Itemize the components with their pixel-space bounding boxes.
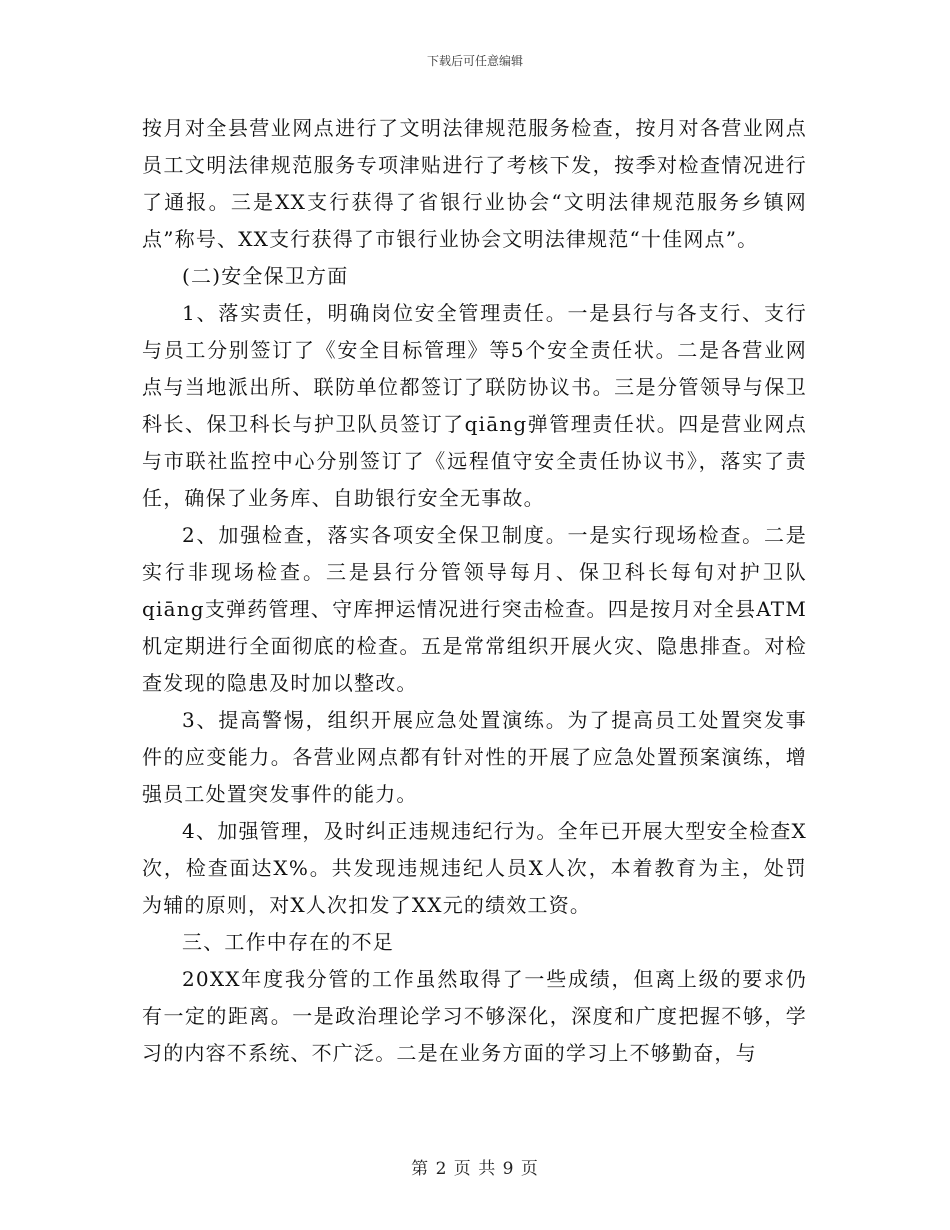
paragraph: 3、提高警惕，组织开展应急处置演练。为了提高员工处置突发事件的应变能力。各营业网点都有针对性的开展了应急处置预案演练，增强员工处置突发事件的能力。 (142, 708, 807, 806)
paragraph: 1、落实责任，明确岗位安全管理责任。一是县行与各支行、支行与员工分别签订了《安全目标管理》等5个安全责任状。二是各营业网点与当地派出所、联防单位都签订了联防协议书。三是分管领导与保卫科长、保卫科长与护卫队员签订了qiāng弹管理责任状。四是营业网点与市联社监控中心分别签订了《远程值守安全责任协议书》，落实了责任，确保了业务库、自助银行安全无事故。 (142, 301, 807, 510)
page-header: 下载后可任意编辑 (426, 54, 523, 68)
paragraph: 2、加强检查，落实各项安全保卫制度。一是实行现场检查。二是实行非现场检查。三是县行分管领导每月、保卫科长每旬对护卫队qiāng支弹药管理、守库押运情况进行突击检查。四是按月对全县ATM机定期进行全面彻底的检查。五是常常组织开展火灾、隐患排查。对检查发现的隐患及时加以整改。 (142, 523, 807, 695)
paragraph: 4、加强管理，及时纠正违规违纪行为。全年已开展大型安全检查X次，检查面达X%。共发现违规违纪人员X人次，本着教育为主，处罚为辅的原则，对X人次扣发了XX元的绩效工资。 (142, 819, 807, 917)
paragraph: 按月对全县营业网点进行了文明法律规范服务检查，按月对各营业网点员工文明法律规范服务专项津贴进行了考核下发，按季对检查情况进行了通报。三是XX支行获得了省银行业协会“文明法律规范服务乡镇网点”称号、XX支行获得了市银行业协会文明法律规范“十佳网点”。 (142, 116, 807, 251)
paragraph: 20XX年度我分管的工作虽然取得了一些成绩，但离上级的要求仍有一定的距离。一是政治理论学习不够深化，深度和广度把握不够，学习的内容不系统、不广泛。二是在业务方面的学习上不够勤奋，与 (142, 967, 807, 1065)
section-heading: (二)安全保卫方面 (182, 264, 349, 288)
section-heading: 三、工作中存在的不足 (182, 930, 394, 954)
page-number-footer: 第 2 页 共 9 页 (411, 1159, 539, 1179)
document-body (142, 110, 807, 1072)
